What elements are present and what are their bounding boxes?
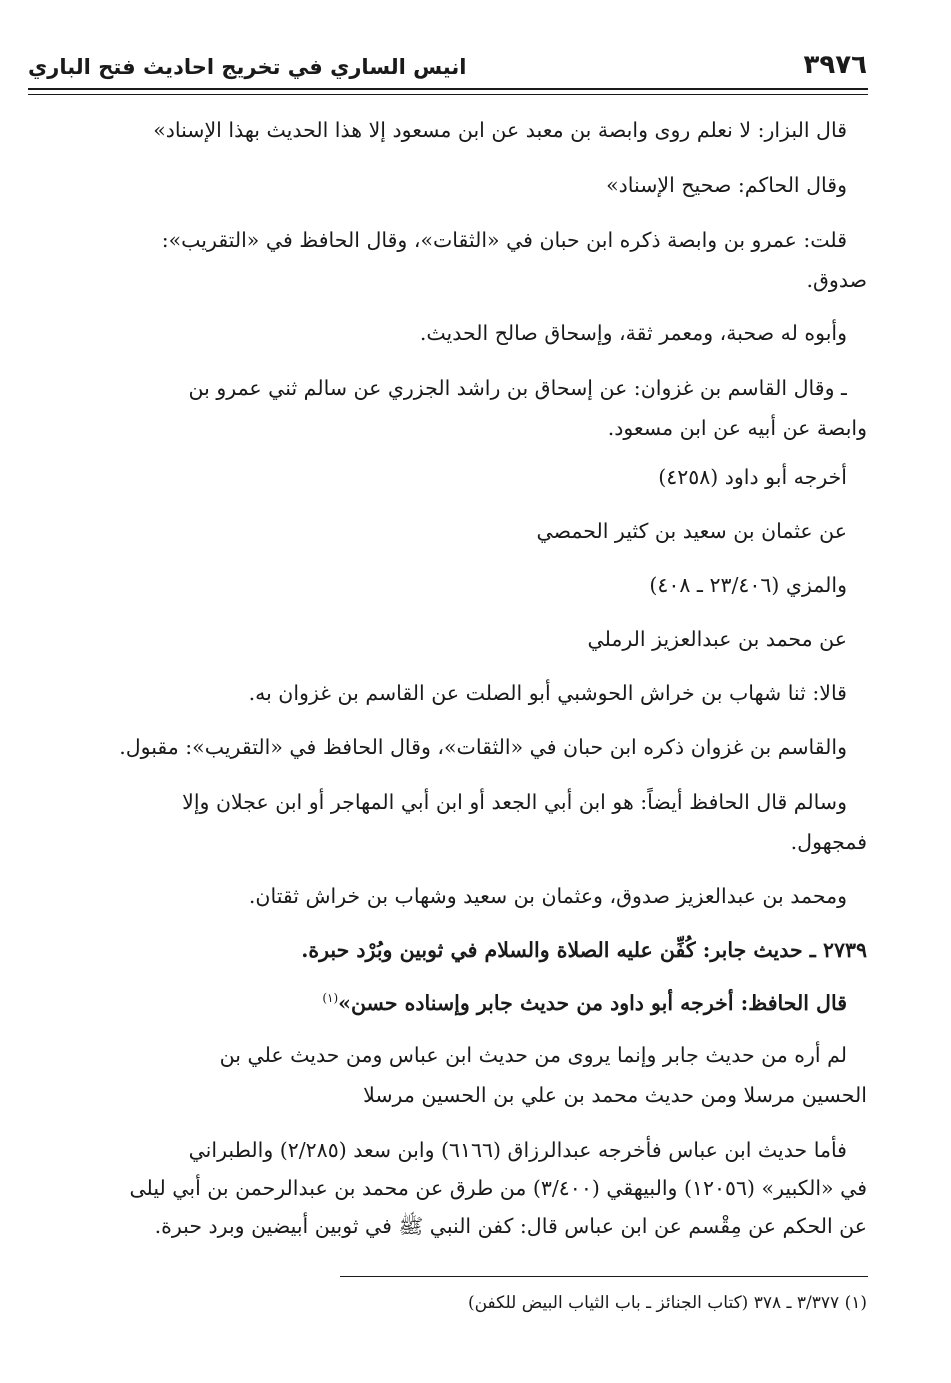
text-line: ومحمد بن عبدالعزيز صدوق، وعثمان بن سعيد وشهاب بن خراش ثقتان. bbox=[248, 884, 847, 908]
text-line: والقاسم بن غزوان ذكره ابن حبان في «الثقات»، وقال الحافظ في «التقريب»: مقبول. bbox=[119, 735, 847, 759]
text-line: عن الحكم عن مِقْسم عن ابن عباس قال: كفن النبي ﷺ في ثوبين أبيضين وبرد حبرة. bbox=[154, 1214, 867, 1238]
text-line: وابصة عن أبيه عن ابن مسعود. bbox=[607, 416, 867, 440]
header-rule-thin bbox=[28, 94, 868, 95]
footnote: (١) ٣/٣٧٧ ـ ٣٧٨ (كتاب الجنائز ـ باب الثياب البيض للكفن) bbox=[467, 1293, 867, 1313]
text-line: أخرجه أبو داود (٤٢٥٨) bbox=[658, 465, 847, 489]
text-line: قالا: ثنا شهاب بن خراش الحوشبي أبو الصلت عن القاسم بن غزوان به. bbox=[248, 681, 847, 705]
book-title: انيس الساري في تخريج احاديث فتح الباري bbox=[28, 55, 467, 79]
text-line: وسالم قال الحافظ أيضاً: هو ابن أبي الجعد أو ابن أبي المهاجر أو ابن عجلان وإلا bbox=[182, 790, 847, 814]
footnote-rule bbox=[340, 1276, 868, 1277]
text-line: وأبوه له صحبة، ومعمر ثقة، وإسحاق صالح الحديث. bbox=[419, 321, 847, 345]
text-line: قلت: عمرو بن وابصة ذكره ابن حبان في «الثقات»، وقال الحافظ في «التقريب»: bbox=[161, 228, 847, 252]
text-line: صدوق. bbox=[806, 268, 867, 292]
hadith-heading: ٢٧٣٩ ـ حديث جابر: كُفِّن عليه الصلاة والسلام في ثوبين وبُرْد حبرة. bbox=[301, 938, 867, 962]
text-line: ـ وقال القاسم بن غزوان: عن إسحاق بن راشد الجزري عن سالم ثني عمرو بن bbox=[188, 376, 847, 400]
text-line: والمزي (٢٣/٤٠٦ ـ ٤٠٨) bbox=[649, 573, 847, 597]
page-number: ٣٩٧٦ bbox=[803, 50, 867, 80]
text-line: عن عثمان بن سعيد بن كثير الحمصي bbox=[536, 519, 847, 543]
text-line: في «الكبير» (١٢٠٥٦) والبيهقي (٣/٤٠٠) من طرق عن محمد بن عبدالرحمن بن أبي ليلى bbox=[129, 1176, 867, 1200]
text-line: لم أره من حديث جابر وإنما يروى من حديث ابن عباس ومن حديث علي بن bbox=[219, 1043, 847, 1067]
text-line: وقال الحاكم: صحيح الإسناد» bbox=[606, 173, 847, 197]
text-line bbox=[56, 978, 847, 1023]
text-line: عن محمد بن عبدالعزيز الرملي bbox=[587, 627, 847, 651]
footnote-ref: (١) bbox=[322, 991, 339, 1005]
hafiz-quote: قال الحافظ: أخرجه أبو داود من حديث جابر وإسناده حسن» bbox=[338, 990, 847, 1015]
text-line: قال البزار: لا نعلم روى وابصة بن معبد عن ابن مسعود إلا هذا الحديث بهذا الإسناد» bbox=[153, 118, 847, 142]
header-rule bbox=[28, 88, 868, 90]
text-line: فأما حديث ابن عباس فأخرجه عبدالرزاق (٦١٦٦) وابن سعد (٢/٢٨٥) والطبراني bbox=[188, 1138, 847, 1162]
text-line: الحسين مرسلا ومن حديث محمد بن علي بن الحسين مرسلا bbox=[363, 1083, 867, 1107]
text-line: فمجهول. bbox=[790, 830, 867, 854]
